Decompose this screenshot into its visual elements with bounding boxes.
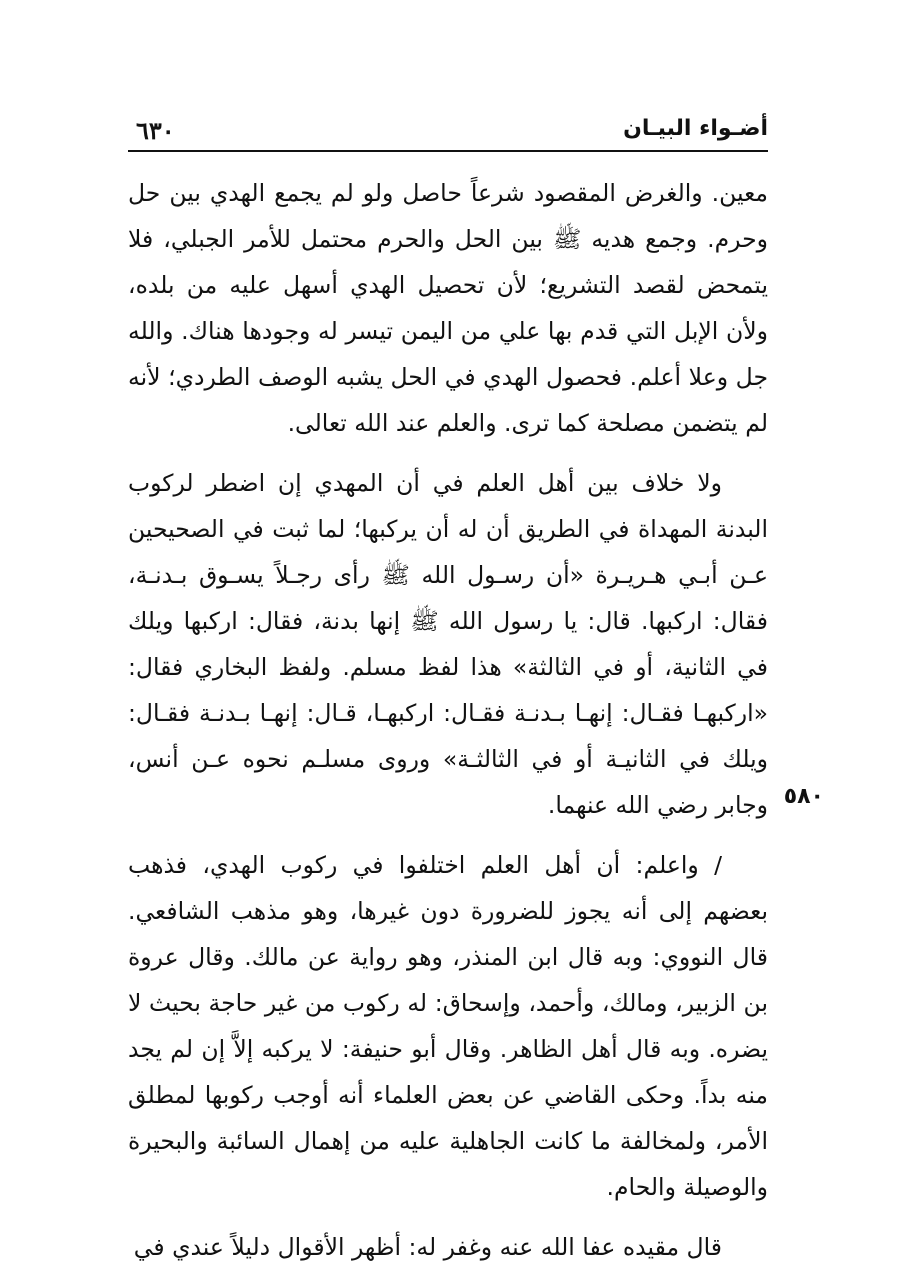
paragraph-3: / واعلم: أن أهل العلم اختلفوا في ركوب الهدي، فذهب بعضهم إلى أنه يجوز للضرورة دون غيرها، وهو مذهب الشافعي. قال النووي: وبه قال ابن المنذر، وهو رواية عن مالك. وقال عروة بن الزبير، ومالك، وأحمد، وإسحاق: له ركوب من غير حاجة بحيث لا يضره. وبه قال أهل الظاهر. وقال أبو حنيفة: لا يركبه إلاَّ إن لم يجد منه بداً. وحكى القاضي عن بعض العلماء أنه أوجب ركوبها لمطلق الأمر، ولمخالفة ما كانت الجاهلية عليه من إهمال السائبة والبحيرة والوصيلة والحام. [128, 851, 768, 1201]
running-title: أضـواء البيـان [623, 116, 768, 141]
paragraph-2: ولا خلاف بين أهل العلم في أن المهدي إن اضطر لركوب البدنة المهداة في الطريق أن له أن يركبها؛ لما ثبت في الصحيحين عـن أبـي هـريـرة «أن رسـول الله ﷺ رأى رجـلاً يسـوق بـدنـة، فقال: اركبها. قال: يا رسول الله ﷺ إنها بدنة، فقال: اركبها ويلك في الثانية، أو في الثالثة» هذا لفظ مسلم. ولفظ البخاري فقال: «اركبهـا فقـال: إنهـا بـدنـة فقـال: اركبهـا، قـال: إنهـا بـدنـة فقـال: ويلك في الثانيـة أو في الثالثـة» وروى مسلـم نحوه عـن أنس، وجابر رضي الله عنهما. [128, 469, 768, 819]
header-rule [128, 150, 768, 152]
paragraph-1: معين. والغرض المقصود شرعاً حاصل ولو لم يجمع الهدي بين حل وحرم. وجمع هديه ﷺ بين الحل والحرم محتمل للأمر الجبلي، فلا يتمحض لقصد التشريع؛ لأن تحصيل الهدي أسهل عليه من بلده، ولأن الإبل التي قدم بها علي من اليمن تيسر له وجودها هناك. والله جل وعلا أعلم. فحصول الهدي في الحل يشبه الوصف الطردي؛ لأنه لم يتضمن مصلحة كما ترى. والعلم عند الله تعالى. [128, 179, 768, 437]
page-header [128, 112, 768, 154]
paragraph-4: قال مقيده عفا الله عنه وغفر له: أظهر الأقوال دليلاً عندي في [133, 1233, 722, 1261]
page-number: ٦٣٠ [136, 116, 175, 145]
margin-page-reference: ٥٨٠ [783, 784, 824, 809]
body-text [128, 170, 768, 1270]
